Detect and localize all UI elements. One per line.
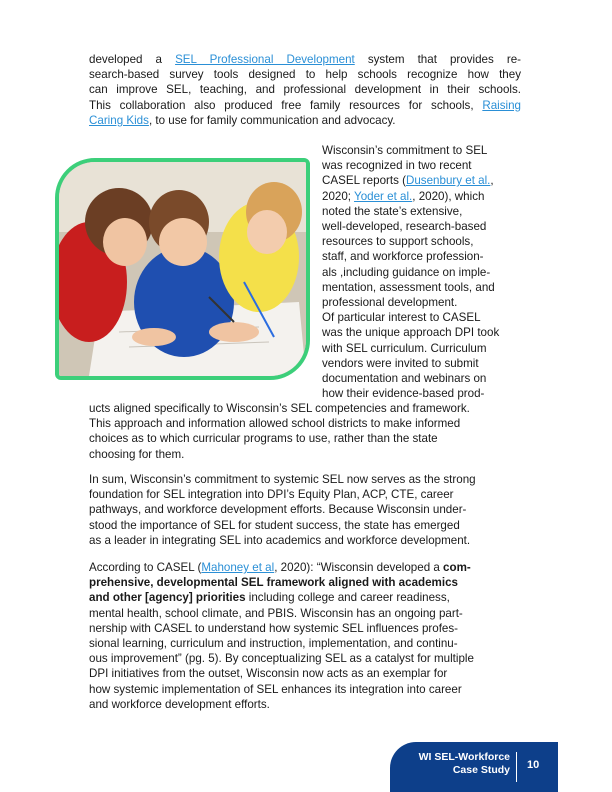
text-line: DPI initiatives from the outset, Wisconsin now acts as an exemplar for (89, 667, 448, 681)
text-line: Of particular interest to CASEL (322, 311, 481, 325)
text-line: Caring Kids, to use for family communication and advocacy. (89, 113, 396, 127)
footer-title-line: WI SEL-Workforce (418, 751, 510, 763)
text-line: staff, and workforce profession- (322, 250, 484, 264)
paragraph-in-sum (89, 472, 521, 548)
text-line: resources to support schools, (322, 235, 474, 249)
link-dusenbury[interactable]: Dusenbury et al. (405, 174, 491, 188)
text-line: mental health, school climate, and PBIS. Wisconsin has an ongoing part- (89, 606, 463, 620)
text-line: professional development. (322, 296, 458, 310)
text-line: pathways, and workforce development efforts. Because Wisconsin under- (89, 503, 467, 517)
text-line: sional learning, curriculum and instruction, implementation, and continu- (89, 637, 458, 651)
text-line: als ,including guidance on imple- (322, 265, 491, 279)
link-raising[interactable]: Raising (482, 98, 521, 112)
text-line: This collaboration also produced free family resources for schools, Raising (89, 98, 521, 112)
text-line: was the unique approach DPI took (322, 326, 500, 340)
text-line: mentation, assessment tools, and (322, 280, 495, 294)
text-line: well-developed, research-based (322, 220, 487, 234)
link-caring-kids[interactable]: Caring Kids (89, 113, 149, 127)
paragraph-curriculum-vendors (89, 401, 521, 462)
text-line: prehensive, developmental SEL framework aligned with academics (89, 576, 458, 590)
text-line: foundation for SEL integration into DPI’s Equity Plan, ACP, CTE, career (89, 488, 454, 502)
text-line: This approach and information allowed school districts to make informed (89, 417, 461, 431)
paragraph-casel-recognition (322, 143, 522, 401)
text-line: nership with CASEL to understand how systemic SEL influences profes- (89, 621, 459, 635)
paragraph-according-to-casel (89, 560, 521, 712)
text-line: CASEL reports (Dusenbury et al., (322, 174, 494, 188)
text-line: was recognized in two recent (322, 159, 472, 173)
text-line: In sum, Wisconsin’s commitment to systemic SEL now serves as the strong (89, 473, 476, 486)
link-sel-professional-development[interactable]: SEL Professional Development (175, 53, 355, 66)
text-line: how their evidence-based prod- (322, 387, 485, 401)
text-line: and workforce development efforts. (89, 697, 270, 711)
text-line: with SEL curriculum. Curriculum (322, 341, 487, 355)
text-line: 2020; Yoder et al., 2020), which (322, 189, 485, 203)
text-line: search-based survey tools designed to help schools recognize how they (89, 68, 521, 82)
link-mahoney[interactable]: Mahoney et al (201, 561, 275, 574)
text-line: Wisconsin’s commitment to SEL (322, 144, 488, 157)
text-line: choosing for them. (89, 447, 185, 461)
text-line: can improve SEL, teaching, and professional development in their schools. (89, 83, 521, 97)
students-illustration (59, 162, 306, 376)
text-line: According to CASEL (Mahoney et al, 2020): “Wisconsin developed a com- (89, 561, 471, 574)
footer-tab (390, 742, 558, 792)
text-line: and other [agency] priorities including college and career readiness, (89, 591, 450, 605)
text-line: developed a SEL Professional Development system that provides re- (89, 53, 522, 66)
text-line: ucts aligned specifically to Wisconsin’s SEL competencies and framework. (89, 402, 470, 415)
text-line: ous improvement” (pg. 5). By conceptualizing SEL as a catalyst for multiple (89, 652, 474, 666)
text-line: as a leader in integrating SEL into academics and workforce development. (89, 533, 471, 547)
text-line: noted the state’s extensive, (322, 204, 463, 218)
students-photo (55, 158, 310, 380)
text-line: documentation and webinars on (322, 372, 487, 386)
text-line: how systemic implementation of SEL enhances its integration into career (89, 682, 462, 696)
footer-title-line: Case Study (452, 764, 510, 776)
text-line: stood the importance of SEL for student success, the state has emerged (89, 518, 460, 532)
link-yoder[interactable]: Yoder et al. (354, 189, 413, 203)
footer-divider (516, 752, 517, 782)
text-line: vendors were invited to submit (322, 356, 479, 370)
footer-title (414, 751, 510, 777)
text-line: choices as to which curricular programs to use, rather than the state (89, 432, 438, 446)
paragraph-professional-development (89, 52, 521, 128)
page-number: 10 (527, 759, 540, 771)
